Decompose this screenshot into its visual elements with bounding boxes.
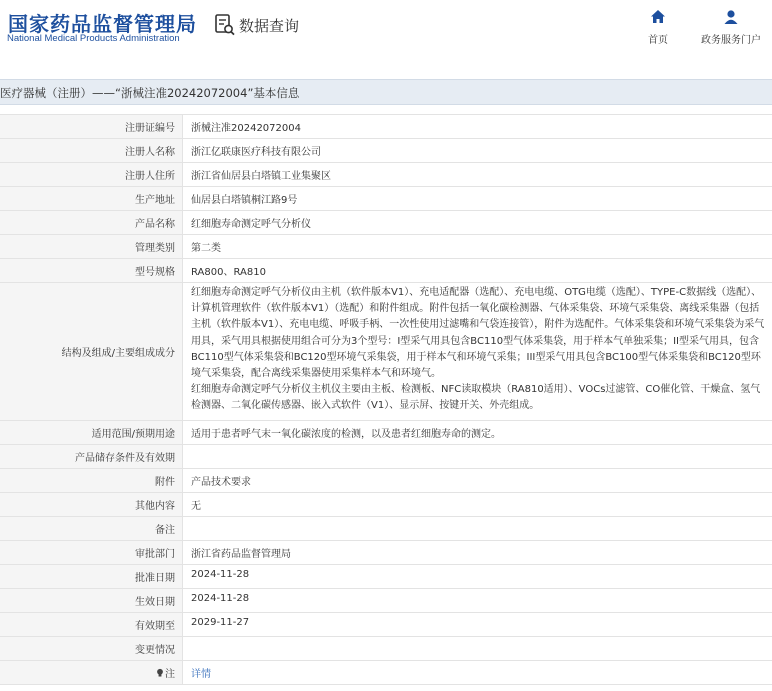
- table-row: [0, 259, 772, 283]
- table-row: [0, 445, 772, 469]
- row-value: 2029-11-27: [191, 617, 250, 628]
- row-value: [183, 637, 772, 660]
- site-logo-cn[interactable]: 国家药品监督管理局: [8, 12, 197, 36]
- row-value: 浙江亿联康医疗科技有限公司: [191, 147, 321, 158]
- row-label: 型号规格: [0, 259, 183, 282]
- row-label: 生效日期: [0, 589, 183, 612]
- table-row: [0, 589, 772, 613]
- nav-home[interactable]: [648, 8, 668, 46]
- table-row: [0, 139, 772, 163]
- row-label: 批准日期: [0, 565, 183, 588]
- structure-paragraph-2: 红细胞寿命测定呼气分析仪主机仪主要由主板、检测板、NFC读取模块（RA810适用）、VOCs过滤管、CO催化管、干燥盒、氢气检测器、二氧化碳传感器、嵌入式软件（V1）、显示屏、按键开关、外壳组成。: [191, 384, 761, 412]
- table-row: [0, 469, 772, 493]
- row-label: 生产地址: [0, 187, 183, 210]
- table-row: [0, 235, 772, 259]
- table-row: [0, 565, 772, 589]
- document-search-icon: [214, 13, 236, 37]
- row-value: RA800、RA810: [191, 267, 266, 278]
- bulb-icon: [156, 668, 164, 678]
- row-value: 2024-11-28: [191, 593, 250, 604]
- row-label: [0, 661, 183, 684]
- row-value: [183, 445, 772, 468]
- table-row: [0, 187, 772, 211]
- structure-paragraph-1: 红细胞寿命测定呼气分析仪由主机（软件版本V1）、充电适配器（选配）、充电电缆、OTG电缆（选配）、TYPE-C数据线（选配）、计算机管理软件（软件版本V1）（选配）和附件组成。附件包括一氧化碳检测器、气体采集袋、环境气采集袋、离线采集器（包括主机（软件版本V1）、充电电缆、呼吸手柄、一次性使用过滤嘴和气袋连接管），附件为选配件。气体采集袋和环境气采集袋为采气用具，采气用具根据使用组合可分为3个型号：I型采气用具包含BC110型气体采集袋，用于样本气单独采集；II型采气用具，包含BC110型气体采集袋和BC120型环境气采集袋，用于样本气和环境气采集；III型采气用具包含BC100型气体采集袋和BC120型环境气采集袋，配合离线采集器使用采集样本气和环境气。: [191, 287, 765, 380]
- row-label: 产品名称: [0, 211, 183, 234]
- detail-title: 医疗器械（注册）——“浙械注准20242072004”基本信息: [0, 86, 300, 100]
- note-label: 注: [165, 669, 175, 680]
- row-label: [0, 283, 183, 420]
- table-row: [0, 283, 772, 421]
- row-label: 产品储存条件及有效期: [0, 445, 183, 468]
- row-label: 注册人名称: [0, 139, 183, 162]
- row-value: [183, 283, 772, 420]
- row-label-text: 结构及组成/主要组成成分: [61, 348, 175, 359]
- nav-gov-services-label: 政务服务门户: [701, 35, 761, 46]
- user-icon: [722, 8, 740, 26]
- details-link[interactable]: 详情: [191, 669, 211, 680]
- site-header: [0, 0, 772, 62]
- table-row: [0, 163, 772, 187]
- site-logo-en[interactable]: National Medical Products Administration: [7, 33, 180, 44]
- row-value: 2024-11-28: [191, 569, 250, 580]
- row-label: 适用范围/预期用途: [0, 421, 183, 444]
- row-value: [183, 661, 772, 684]
- row-value: 仙居县白塔镇桐江路9号: [191, 195, 298, 206]
- nav-home-label: 首页: [648, 35, 668, 46]
- row-label: 注册证编号: [0, 115, 183, 138]
- row-value: 浙械注准20242072004: [191, 123, 301, 134]
- table-row: [0, 661, 772, 685]
- data-query-label: 数据查询: [239, 16, 300, 35]
- row-value: 适用于患者呼气末一氧化碳浓度的检测，以及患者红细胞寿命的测定。: [191, 429, 501, 440]
- row-label: 有效期至: [0, 613, 183, 636]
- row-label: 管理类别: [0, 235, 183, 258]
- table-row: [0, 541, 772, 565]
- row-value: 浙江省仙居县白塔镇工业集聚区: [191, 171, 331, 182]
- table-row: [0, 115, 772, 139]
- row-value: [183, 517, 772, 540]
- table-row: [0, 211, 772, 235]
- row-label: 附件: [0, 469, 183, 492]
- table-row: [0, 637, 772, 661]
- row-value: 浙江省药品监督管理局: [191, 549, 291, 560]
- row-value: 无: [191, 501, 201, 512]
- row-label: 审批部门: [0, 541, 183, 564]
- table-row: [0, 613, 772, 637]
- row-value: 第二类: [191, 243, 221, 254]
- row-label: 其他内容: [0, 493, 183, 516]
- table-row: [0, 493, 772, 517]
- table-row: [0, 421, 772, 445]
- home-icon: [649, 8, 667, 26]
- table-row: [0, 517, 772, 541]
- row-value: 红细胞寿命测定呼气分析仪: [191, 219, 311, 230]
- registration-info-table: [0, 114, 772, 685]
- row-label: 变更情况: [0, 637, 183, 660]
- data-query-link[interactable]: [214, 12, 299, 38]
- row-label: 注册人住所: [0, 163, 183, 186]
- nav-gov-services[interactable]: [701, 8, 761, 46]
- row-value: 产品技术要求: [191, 477, 251, 488]
- row-label: 备注: [0, 517, 183, 540]
- detail-titlebar: [0, 79, 772, 105]
